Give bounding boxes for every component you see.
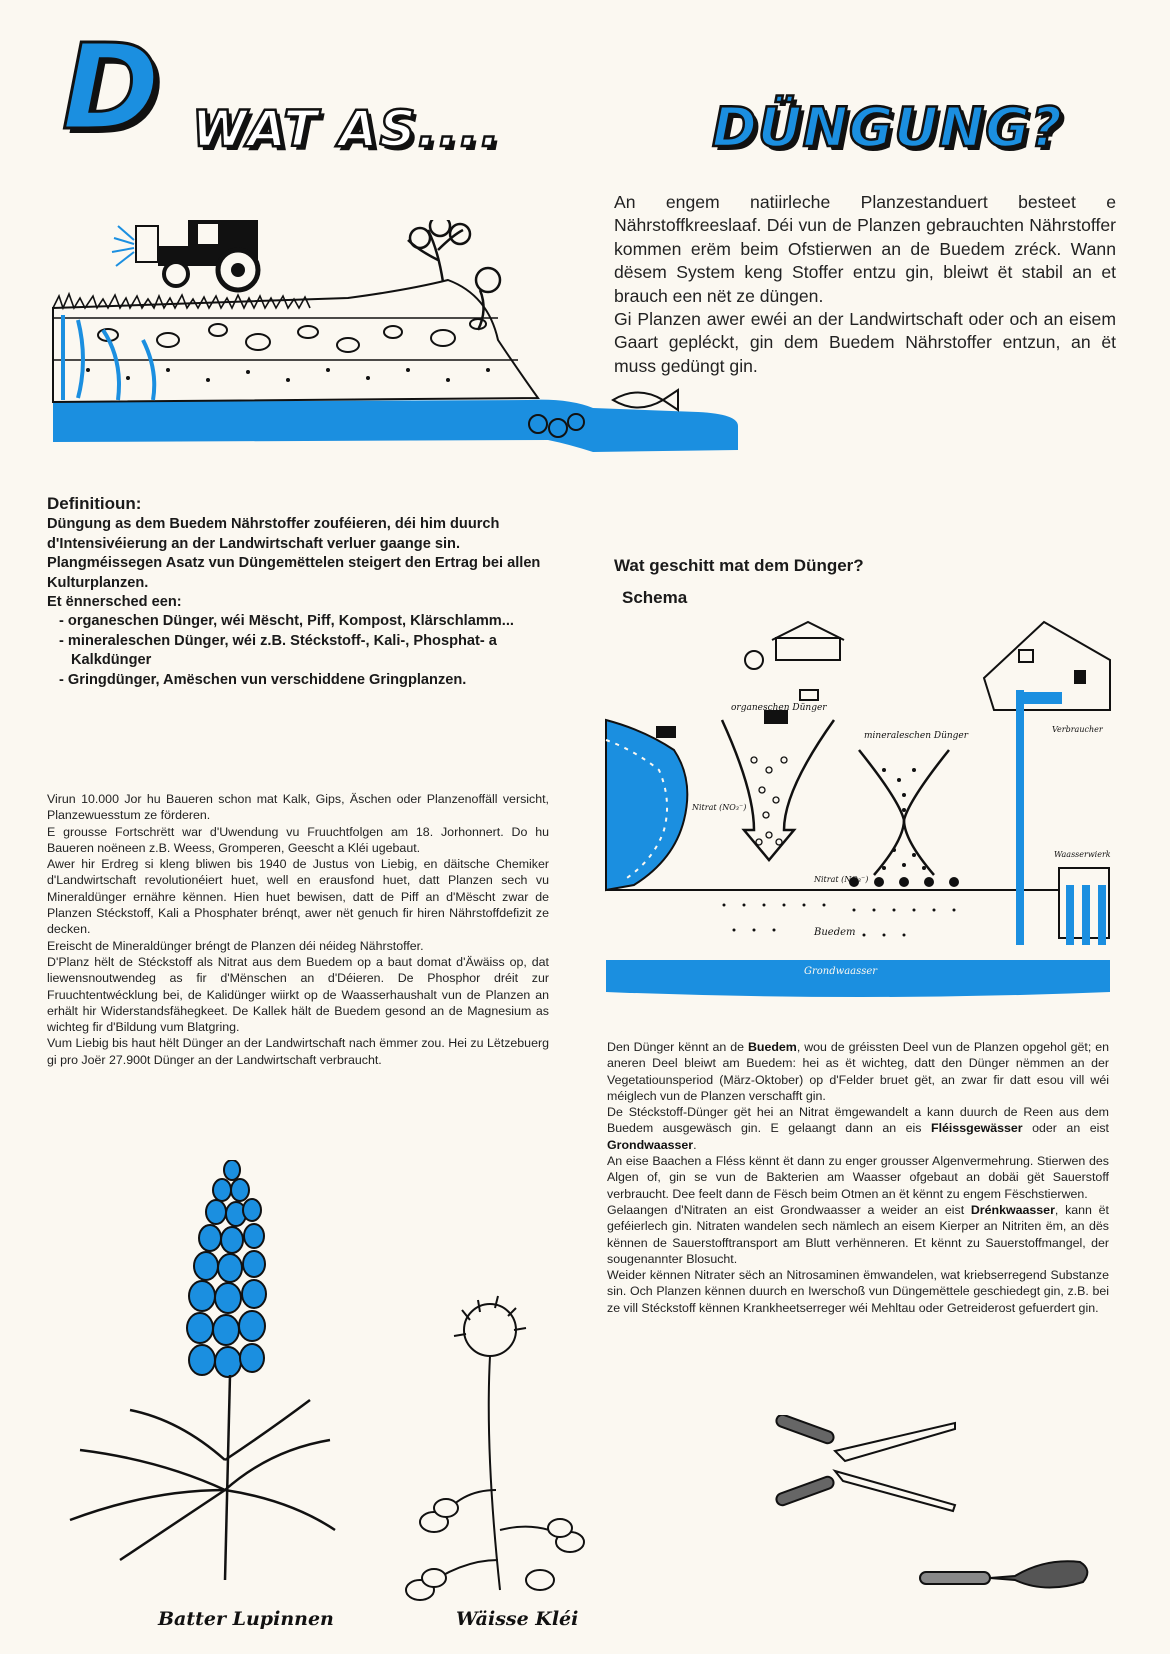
history-paragraph: Vum Liebig bis haut hëlt Dünger an der Landwirtschaft nach ëmmer zou. Hei zu Lëtzebuerg gi pro Joër 27.900t Dünger an der Landwirtschaft verbraucht. <box>47 1036 549 1067</box>
list-item: - organeschen Dünger, wéi Mëscht, Piff, Kompost, Klärschlamm... <box>59 613 514 630</box>
garden-shears-illustration <box>765 1415 965 1515</box>
schema-subtitle: Schema <box>622 588 688 607</box>
definition-heading: Definitioun: <box>47 494 142 513</box>
title-part1: WAT AS.... <box>192 100 502 158</box>
intro-paragraph-1: An engem natiirleche Planzestanduert besteet e Nährstoffkreeslaaf. Déi vun de Planzen gebrauchten Nährstoffer kommen erëm beim Ofstierwen an de Buedem zréck. Wann dësem System keng Stoffer entzu gin, bleiwt ët stabil an et brauch een nët ze düngen. <box>614 192 1116 306</box>
label-groundwater: Grondwaasser <box>804 966 878 977</box>
clover-caption: Wäisse Kléi <box>456 1608 579 1630</box>
fish-icon <box>613 390 678 410</box>
history-paragraph: Awer hir Erdreg si kleng bliwen bis 1940 de Justus von Liebig, en däitsche Chemiker d'Landwirtschaft revolutionéiert huet, well en erausfond huet, datt Planzen sech vu Mineraldünger ernähre kënnen. Hien huet bewisen, datt de Piff an d'Mëscht zwar de Planzen Stéckstoff, Kali a Phosphater brénqt, awer nët genuch fir hiren Nährstoffdefizit ze decken. <box>47 857 549 937</box>
title-letter: D <box>62 18 160 156</box>
lupin-illustration <box>40 1160 340 1600</box>
intro-text <box>614 191 1116 378</box>
history-text <box>47 791 549 1068</box>
list-item: - mineraleschen Dünger, wéi z.B. Stéckstoff-, Kali-, Phosphat- a Kalkdünger <box>59 632 497 669</box>
garden-trowel-illustration <box>915 1548 1095 1598</box>
lupin-caption: Batter Lupinnen <box>158 1608 334 1630</box>
list-item: - Gringdünger, Amëschen vun verschiddene Gringplanzen. <box>59 671 467 688</box>
definition-list-intro: Et ënnersched een: <box>47 594 182 611</box>
label-consumer: Verbraucher <box>1052 725 1103 734</box>
label-nitrate-2: Nitrat (NO₃⁻) <box>814 875 869 884</box>
history-paragraph: Ereischt de Mineraldünger bréngt de Planzen déi néideg Nährstoffer. <box>47 938 424 953</box>
label-mineral: mineraleschen Dünger <box>864 731 969 741</box>
label-waterworks: Waasserwierk <box>1054 850 1111 859</box>
tractor-icon <box>136 220 258 290</box>
fertilizer-schema-diagram <box>604 610 1114 1005</box>
fate-paragraph-4: Gelaangen d'Nitraten an eist Grondwaasser a weider an eist Drénkwaasser, kann ët geféierlech gin. Nitraten wandelen sech nämlech an eisem Kierper an Nitriten ëm, an dës kënnen de Sauerstofftransport am Blutt verhënneren. Et kënnt zu Sauerstoffmangel, der sougenannter Blosucht. <box>607 1202 1109 1266</box>
definition-block <box>47 494 552 690</box>
history-paragraph: D'Planz hëlt de Stéckstoff als Nitrat aus dem Buedem op a baut domat d'Äwäiss op, dat liewensnoutwendeg as fir d'Mënschen an d'Déieren. De Phosphor dréit zur Fruuchtentwécklung bei, de Kalidünger wiirkt op de Waasserhaushalt vun de Planzen an erhält hir Widerstandsfähegkeet. De Kallek hält de Buedem gesond an de Magnesium as wichteg fir d'Bildung vum Blatgring. <box>47 954 549 1035</box>
definition-body: Düngung as dem Buedem Nährstoffer zouféieren, déi him duurch d'Intensivéierung an der Landwirtschaft verluer gaange sin. Plangméissegen Asatz vun Düngemëttelen steigert den Ertrag bei allen Kulturplanzen. <box>47 516 541 591</box>
clover-illustration <box>400 1290 600 1610</box>
title-part2: DÜNGUNG? <box>712 96 1063 159</box>
history-paragraph: Virun 10.000 Jor hu Baueren schon mat Kalk, Gips, Äschen oder Planzenoffäll versicht, Planzewuesstum ze förderen. <box>47 792 549 823</box>
fate-paragraph-3: An eise Baachen a Fléss kënnt ët dann zu enger grousser Algenvermehrung. Stierwen des Algen of, gin se vun de Bakterien am Waasser ofgebaut an dobäi gët Sauerstoff verbraucht. Dee feelt dann de Fësch beim Otmen an ët kënnt zu engem Fëschstierwen. <box>607 1154 1109 1201</box>
fate-paragraph-1: Den Dünger kënnt an de Buedem, wou de gréissten Deel vun de Planzen opgehol gët; en aneren Deel bleiwt am Buedem: hei as ët wichteg, datt den Dünger nëmmen an der Vegetatiounsperiod (März-Oktober) op d'Felder bruet gët, an zwar fir datt esou vill wéi méiglech vun de Planzen verschafft gin. <box>607 1040 1109 1103</box>
fate-paragraph-5: Weider kënnen Nitrater sëch an Nitrosaminen ëmwandelen, wat kriebserregend Substanze sin. Och Planzen kënnen duurch en Iwerschoß vun Düngemëttele geschiedegt gin, z.B. bei ze vill Stéckstoff kënnen Krankheetserreger wéi Mehltau oder Getreiderost gefuerdert gin. <box>607 1268 1109 1315</box>
fertilizer-type-list <box>47 612 552 690</box>
label-soil: Buedem <box>814 927 856 938</box>
history-paragraph: E grousse Fortschrëtt war d'Uwendung vu Fruuchtfolgen am 18. Jorhonnert. Do hu Baueren noëneen z.B. Weess, Gromperen, Geescht a Kléi ugebaut. <box>47 824 549 855</box>
label-organic: organeschen Dünger <box>731 703 827 713</box>
schema-title: Wat geschitt mat dem Dünger? <box>614 556 864 575</box>
fertilizer-fate-text <box>607 1039 1109 1316</box>
fate-paragraph-2: De Stéckstoff-Dünger gët hei an Nitrat ëmgewandelt a kann duurch de Reen aus dem Buedem ausgewäsch gin. E gelaangt dann an eis Fléissgewässer oder an eist Grondwaasser. <box>607 1105 1109 1152</box>
label-nitrate-1: Nitrat (NO₃⁻) <box>692 803 747 812</box>
intro-paragraph-2: Gi Planzen awer ewéi an der Landwirtschaft oder och an eisem Gaart gepléckt, gin dem Buedem Nährstoffer entzun, an ët muss gedüngt gin. <box>614 309 1116 376</box>
